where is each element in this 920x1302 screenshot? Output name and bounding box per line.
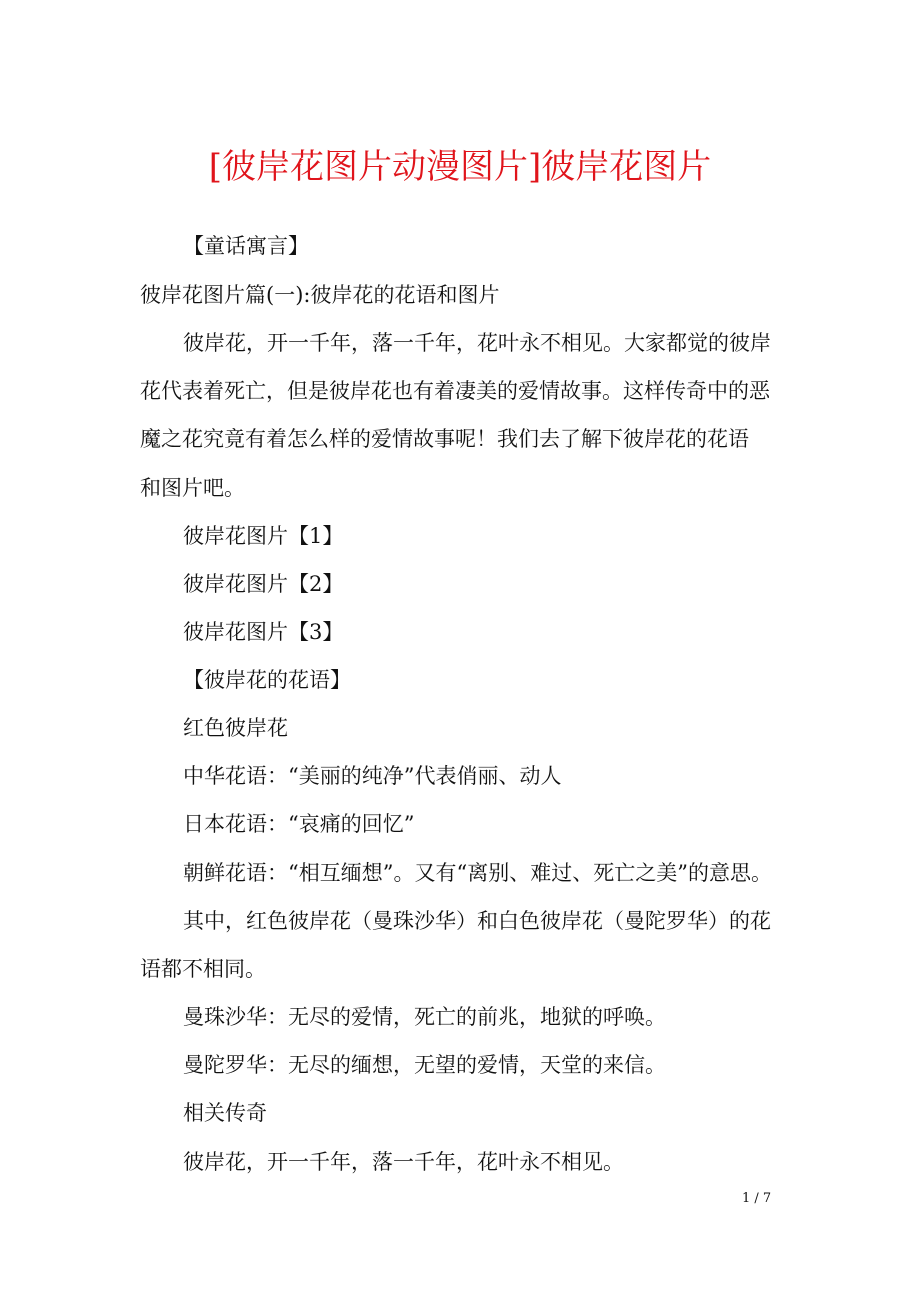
text-line-red-flower: 红色彼岸花 <box>183 716 288 740</box>
text-line-image-3: 彼岸花图片【3】 <box>183 620 344 644</box>
document-title: [彼岸花图片动漫图片]彼岸花图片 <box>208 147 712 187</box>
text-line-flower-language-heading: 【彼岸花的花语】 <box>183 668 351 692</box>
text-line-fairy-tale-heading: 【童话寓言】 <box>183 234 309 258</box>
text-line-image-1: 彼岸花图片【1】 <box>183 524 344 548</box>
text-line-korean-meaning: 朝鲜花语：“相互缅想”。又有“离别、难过、死亡之美”的意思。 <box>183 861 772 885</box>
text-line-manjusaka: 曼珠沙华：无尽的爱情，死亡的前兆，地狱的呼唤。 <box>183 1005 666 1029</box>
text-line-article-heading: 彼岸花图片篇(一):彼岸花的花语和图片 <box>140 283 500 307</box>
text-line-intro-3: 魔之花究竟有着怎么样的爱情故事呢！我们去了解下彼岸花的花语 <box>140 427 749 451</box>
text-line-color-difference-2: 语都不相同。 <box>140 957 266 981</box>
text-line-image-2: 彼岸花图片【2】 <box>183 572 344 596</box>
text-line-japanese-meaning: 日本花语：“哀痛的回忆” <box>183 812 415 836</box>
text-line-legend-heading: 相关传奇 <box>183 1101 267 1125</box>
text-line-legend-1: 彼岸花，开一千年，落一千年，花叶永不相见。 <box>183 1150 624 1174</box>
text-line-mandarava: 曼陀罗华：无尽的缅想，无望的爱情，天堂的来信。 <box>183 1053 666 1077</box>
text-line-intro-2: 花代表着死亡，但是彼岸花也有着凄美的爱情故事。这样传奇中的恶 <box>140 379 770 403</box>
text-line-color-difference-1: 其中，红色彼岸花（曼珠沙华）和白色彼岸花（曼陀罗华）的花 <box>183 909 771 933</box>
page-number: 1 / 7 <box>742 1191 772 1206</box>
text-line-intro-1: 彼岸花，开一千年，落一千年，花叶永不相见。大家都觉的彼岸 <box>183 331 771 355</box>
text-line-chinese-meaning: 中华花语：“美丽的纯净”代表俏丽、动人 <box>183 764 562 788</box>
text-line-intro-4: 和图片吧。 <box>140 476 245 500</box>
